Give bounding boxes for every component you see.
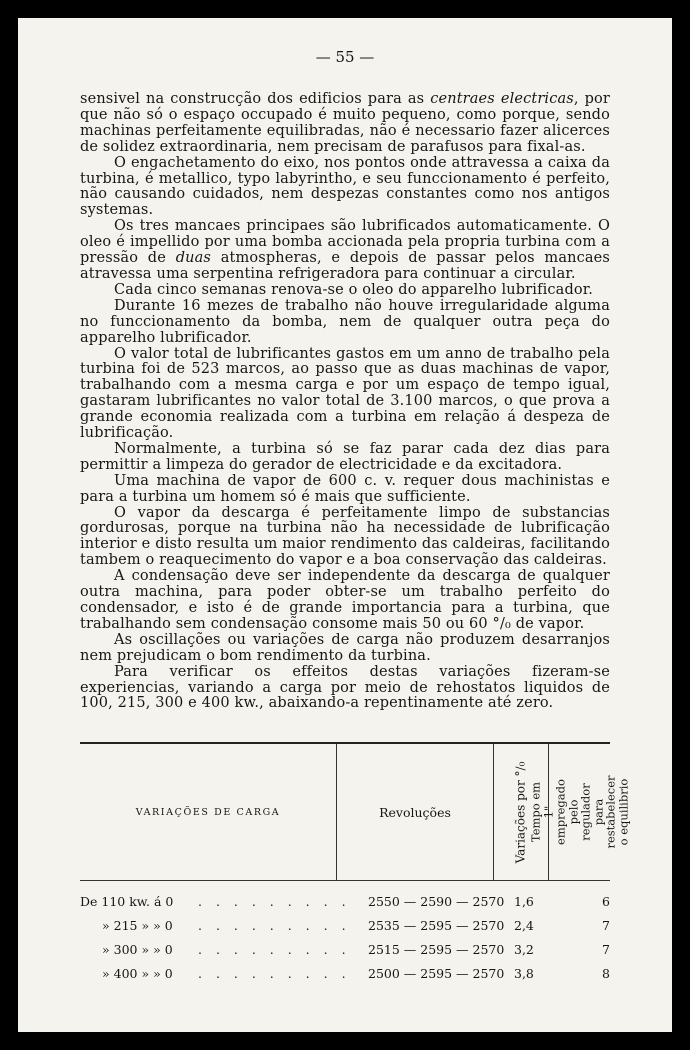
row-variation: 1,6	[514, 894, 534, 909]
body-text	[80, 92, 610, 712]
row-time: 8	[602, 966, 610, 981]
row-time: 6	[602, 894, 610, 909]
row-load: » 300 » » 0	[102, 942, 173, 957]
italic-text: duas	[175, 250, 211, 267]
text-run: atmospheras, e depois de passar pelos mancaes atravessa uma serpentina refrigeradora para continuar a circular.	[80, 250, 610, 282]
paragraph	[80, 92, 610, 156]
row-load: » 400 » » 0	[102, 966, 173, 981]
paragraph	[80, 347, 610, 442]
table-header-rule	[80, 880, 610, 881]
paragraph	[80, 442, 610, 474]
row-time: 7	[602, 918, 610, 933]
paragraph	[80, 633, 610, 665]
page-number: — 55 —	[315, 48, 375, 66]
text-run: sensivel na construcção dos edificios para as	[80, 91, 431, 107]
row-leader: . . . . . . . . .	[198, 942, 351, 957]
header-revolutions: Revoluções	[379, 804, 451, 820]
paragraph	[80, 219, 610, 283]
row-leader: . . . . . . . . .	[198, 918, 351, 933]
row-revolutions: 2535 — 2595 — 2570	[368, 918, 505, 933]
text-run: O engachetamento do eixo, nos pontos onde attravessa a caixa da turbina, é metallico, typo labyrintho, e seu funccionamento é perfeito, não causando cuidados, nem despezas constantes como nos antigos systemas.	[80, 154, 610, 219]
text-run: , por que não só o espaço occupado é muito pequeno, como porque, sendo machinas perfeitamente equilibradas, não é necessario fazer alicerces de solidez extraordinaria, nem precisam de parafusos para fixal-as.	[80, 91, 610, 155]
load-variation-table	[80, 742, 631, 1010]
row-revolutions: 2550 — 2590 — 2570	[368, 894, 505, 909]
paragraph	[80, 156, 610, 220]
row-variation: 2,4	[514, 918, 534, 933]
text-run: Uma machina de vapor de 600 c. v. requer dous machinistas e para a turbina um homem só é mais que sufficiente.	[80, 472, 610, 505]
paragraph	[80, 506, 610, 570]
text-run: Normalmente, a turbina só se faz parar cada dez dias para permittir a limpeza do gerador de electricidade e da excitadora.	[80, 440, 610, 473]
italic-text: centraes electricas	[430, 91, 574, 107]
row-load: » 215 » » 0	[102, 918, 173, 933]
paragraph	[80, 665, 610, 713]
text-run: Cada cinco semanas renova-se o oleo do apparelho lubrificador.	[114, 281, 594, 298]
paragraph	[80, 299, 610, 347]
text-run: A condensação deve ser independente da descarga de qualquer outra machina, para poder obter-se um trabalho perfeito do condensador, e isto é de grande importancia para a turbina, que trabalhando sem condensação consome mais 50 ou 60 °/₀ de vapor.	[80, 568, 610, 632]
text-run: O valor total de lubrificantes gastos em um anno de trabalho pela turbina foi de 523 marcos, ao passo que as duas machinas de vapor, trabalhando com a mesma carga e por um espaço de tempo igual, gastaram lubrificantes no valor total de 3.100 marcos, o que prova a grande economia realizada com a turbina em relação á despeza de lubrificação.	[80, 345, 610, 442]
row-variation: 3,8	[514, 966, 534, 981]
row-revolutions: 2515 — 2595 — 2570	[368, 942, 505, 957]
header-regulator-time: Tempo em 1" empregado pelo regulador para restabelecer o equilibrio	[528, 775, 631, 849]
text-run: Para verificar os effeitos destas variações fizeram-se experiencias, variando a carga por meio de rehostatos liquidos de 100, 215, 300 e 400 kw., abaixando-a repentinamente até zero.	[80, 663, 610, 712]
table-row	[80, 918, 610, 938]
text-run: Durante 16 mezes de trabalho não houve irregularidade alguma no funccionamento da bomba, nem de qualquer outra peça do apparelho lubrificador.	[80, 297, 610, 346]
row-leader: . . . . . . . . .	[198, 966, 351, 981]
row-time: 7	[602, 942, 610, 957]
row-revolutions: 2500 — 2595 — 2570	[368, 966, 505, 981]
table-row	[80, 966, 610, 986]
text-run: As oscillações ou variações de carga não produzem desarranjos nem prejudicam o bom rendimento da turbina.	[80, 631, 610, 664]
table-row	[80, 894, 610, 914]
table-row	[80, 942, 610, 962]
row-leader: . . . . . . . . .	[198, 894, 351, 909]
row-load: De 110 kw. á 0	[80, 894, 174, 909]
header-load-variations: VARIAÇÕES DE CARGA	[135, 806, 281, 818]
text-run: Os tres mancaes principaes são lubrificados automaticamente. O oleo é impellido por uma bomba accionada pela propria turbina com a pressão de	[80, 218, 610, 267]
paragraph	[80, 569, 610, 633]
text-run: O vapor da descarga é perfeitamente limpo de substancias gordurosas, porque na turbina não ha necessidade de lubrificação interior e disto resulta um maior rendimento das caldeiras, facilitando tambem o reaquecimento do vapor e a boa conservação das caldeiras.	[80, 504, 610, 569]
header-variation-percent: Variações por °/₀	[513, 761, 528, 863]
paragraph	[80, 283, 610, 299]
paragraph	[80, 474, 610, 506]
row-variation: 3,2	[514, 942, 534, 957]
page	[18, 18, 672, 1032]
